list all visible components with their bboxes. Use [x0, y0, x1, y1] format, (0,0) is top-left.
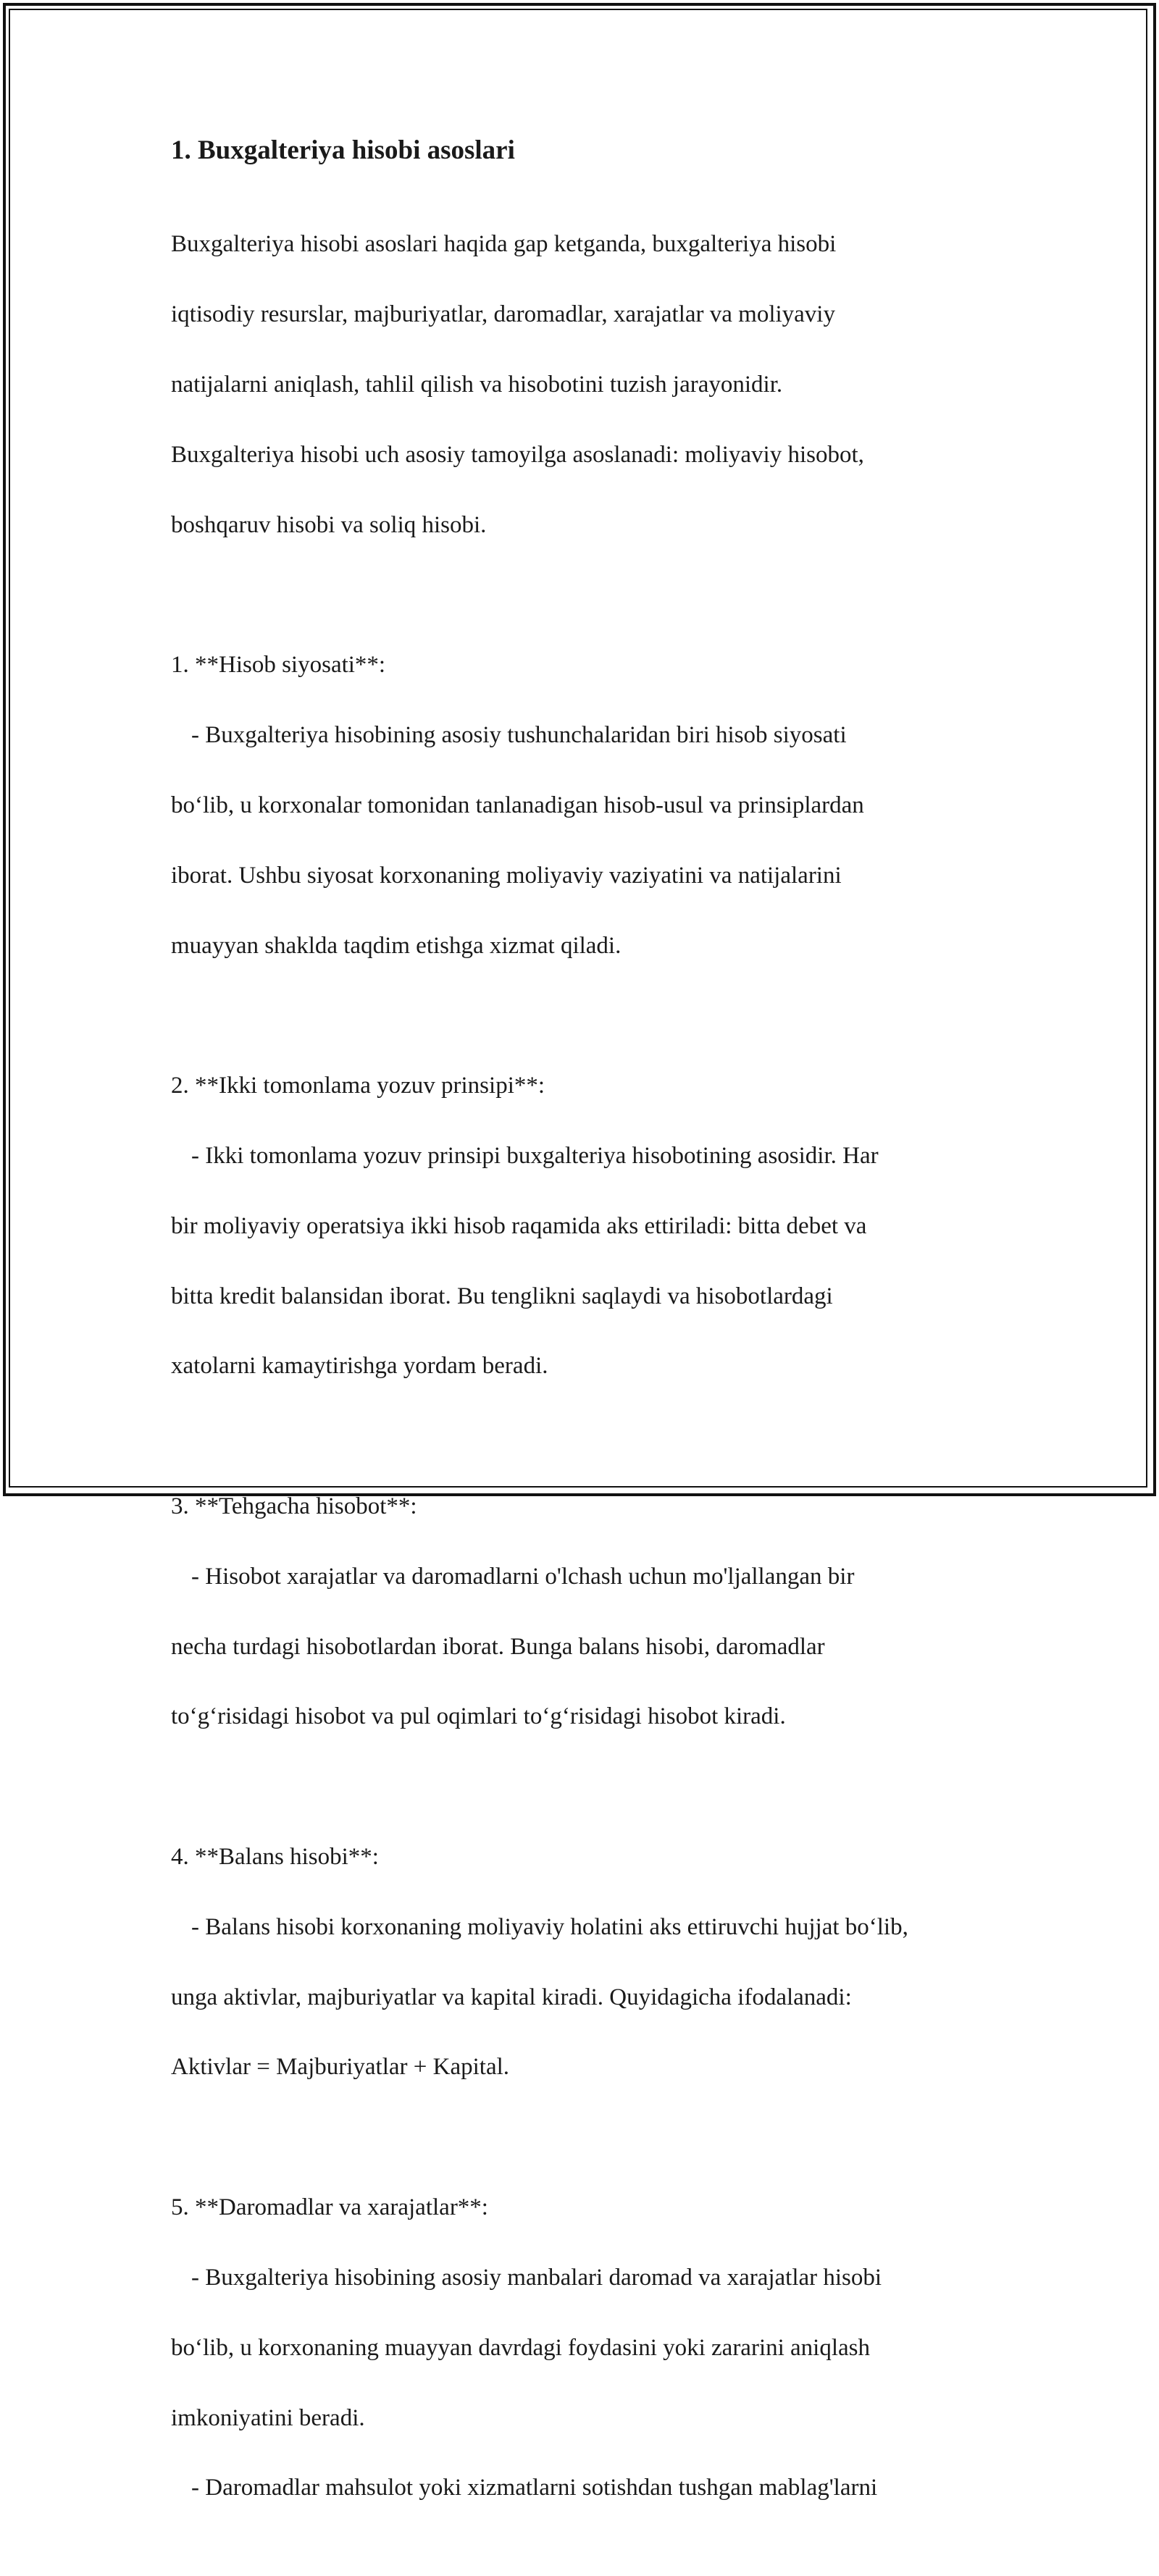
section-ikki-tomonlama: [171, 1033, 1004, 1419]
section-line: - Ikki tomonlama yozuv prinsipi buxgalteriya hisobotining asosidir. Har: [191, 1142, 879, 1169]
section-daromadlar-xarajatlar: [171, 2155, 1004, 2541]
intro-line: Buxgalteriya hisobi uch asosiy tamoyilga asoslanadi: moliyaviy hisobot,: [171, 441, 864, 468]
intro-line: natijalarni aniqlash, tahlil qilish va hisobotini tuzish jarayonidir.: [171, 372, 783, 398]
intro-line: boshqaruv hisobi va soliq hisobi.: [171, 511, 487, 538]
section-line: - Buxgalteriya hisobining asosiy manbalari daromad va xarajatlar hisobi: [191, 2264, 882, 2291]
section-tehgacha-hisobot: [171, 1454, 1004, 1770]
section-line: - Balans hisobi korxonaning moliyaviy holatini aks ettiruvchi hujjat bo‘lib,: [191, 1913, 908, 1940]
section-heading: 1. **Hisob siyosati**:: [171, 652, 386, 679]
intro-line: iqtisodiy resurslar, majburiyatlar, daromadlar, xarajatlar va moliyaviy: [171, 301, 835, 328]
section-heading: 2. **Ikki tomonlama yozuv prinsipi**:: [171, 1073, 545, 1099]
section-line: muayyan shaklda taqdim etishga xizmat qiladi.: [171, 932, 622, 959]
section-line: - Buxgalteriya hisobining asosiy tushunchalaridan biri hisob siyosati: [191, 722, 847, 749]
section-line: bo‘lib, u korxonalar tomonidan tanlanadigan hisob-usul va prinsiplardan: [171, 792, 864, 818]
section-balans-hisobi: [171, 1805, 1004, 2120]
section-line: imkoniyatini beradi.: [171, 2404, 365, 2431]
section-line: - Hisobot xarajatlar va daromadlarni o'lchash uchun mo'ljallangan bir: [191, 1563, 855, 1590]
section-line: Aktivlar = Majburiyatlar + Kapital.: [171, 2054, 510, 2081]
document-body: [171, 134, 1004, 2576]
section-line: bir moliyaviy operatsiya ikki hisob raqamida aks ettiriladi: bitta debet va: [171, 1212, 867, 1239]
intro-paragraph: [171, 192, 1004, 577]
section-line: bo‘lib, u korxonaning muayyan davrdagi foydasini yoki zararini aniqlash: [171, 2334, 871, 2361]
section-heading: 3. **Tehgacha hisobot**:: [171, 1493, 417, 1519]
section-line: to‘g‘risidagi hisobot va pul oqimlari to‘g‘risidagi hisobot kiradi.: [171, 1703, 786, 1730]
section-hisob-siyosati: [171, 613, 1004, 998]
section-heading: 4. **Balans hisobi**:: [171, 1844, 379, 1871]
section-heading: 5. **Daromadlar va xarajatlar**:: [171, 2194, 488, 2221]
intro-line: Buxgalteriya hisobi asoslari haqida gap ketganda, buxgalteriya hisobi: [171, 231, 837, 258]
document-title: 1. Buxgalteriya hisobi asoslari: [171, 135, 515, 165]
section-line: iborat. Ushbu siyosat korxonaning moliyaviy vaziyatini va natijalarini: [171, 862, 842, 889]
section-line: - Daromadlar mahsulot yoki xizmatlarni sotishdan tushgan mablag'larni: [191, 2475, 878, 2501]
section-line: xatolarni kamaytirishga yordam beradi.: [171, 1353, 548, 1380]
section-line: bitta kredit balansidan iborat. Bu tenglikni saqlaydi va hisobotlardagi: [171, 1283, 833, 1309]
section-line: necha turdagi hisobotlardan iborat. Bunga balans hisobi, daromadlar: [171, 1633, 825, 1660]
section-line: unga aktivlar, majburiyatlar va kapital kiradi. Quyidagicha ifodalanadi:: [171, 1984, 852, 2010]
